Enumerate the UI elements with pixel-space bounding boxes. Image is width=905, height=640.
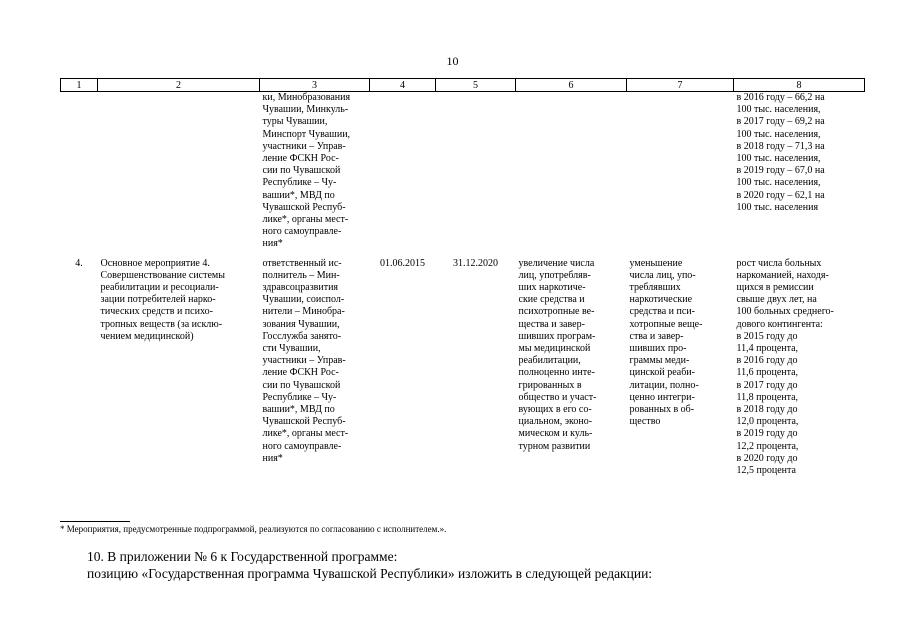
table-cell-c2 — [98, 92, 260, 251]
table-cell-c4 — [370, 92, 436, 251]
cell-text-line: тических средств и психо- — [100, 306, 213, 318]
cell-text-line: 11,4 процента, — [736, 343, 799, 355]
amendment-instruction: позицию «Государственная программа Чувашской Республики» изложить в следующей редакции: — [87, 566, 653, 581]
cell-text-line: в 2017 году до — [736, 379, 798, 391]
table-cell-c4: 01.06.2015 — [380, 257, 425, 269]
cell-text-line: Госслужба занято- — [262, 330, 342, 342]
cell-text-line: турном развитии — [518, 440, 591, 452]
cell-text-line: шивших про- — [629, 343, 687, 355]
table-cell-c3 — [260, 251, 370, 478]
cell-text-line: наркотические — [629, 294, 693, 306]
cell-text-line: зования Чувашии, — [262, 318, 340, 330]
cell-text-line: в 2016 году до — [736, 355, 798, 367]
header-cell: 4 — [370, 79, 436, 92]
cell-text-line: ление ФСКН Рос- — [262, 153, 339, 165]
table-cell-c7 — [627, 251, 734, 478]
cell-text-line: в 2019 году до — [736, 428, 798, 440]
header-cell: 6 — [516, 79, 627, 92]
cell-text-line: ские средства и — [518, 294, 585, 306]
cell-text-line: нители – Минобра- — [262, 306, 345, 318]
cell-text-line: мическом и куль- — [518, 428, 593, 440]
measures-table-container — [60, 78, 864, 477]
cell-text-line: ответственный ис- — [262, 257, 342, 269]
cell-text-line: зации потребителей нарко- — [100, 294, 216, 306]
page-number: 10 — [446, 54, 459, 68]
cell-text-line: сии по Чувашской — [262, 165, 341, 177]
cell-text-line: числа лиц, упо- — [629, 269, 696, 281]
cell-text-line: тропных веществ (за исклю- — [100, 318, 223, 330]
cell-text-line: ния* — [262, 238, 283, 250]
cell-text-line: 100 больных среднего- — [736, 306, 834, 318]
cell-text-line: лиц, употребляв- — [518, 269, 591, 281]
footnote: * Мероприятия, предусмотренные подпрограммой, реализуются по согласованию с исполнителем.». — [60, 524, 447, 534]
table-cell-c2 — [98, 251, 260, 478]
cell-text-line: увеличение числа — [518, 257, 595, 269]
cell-text-line: щихся в ремиссии — [736, 282, 814, 294]
cell-text-line: средства и пси- — [629, 306, 695, 318]
cell-text-line: щество — [629, 416, 661, 428]
cell-text-line: уменьшение — [629, 257, 683, 269]
cell-text-line: 100 тыс. населения, — [736, 177, 821, 189]
cell-text-line: дового контингента: — [736, 318, 823, 330]
cell-text-line: в 2019 году – 67,0 на — [736, 165, 825, 177]
cell-text-line: литации, полно- — [629, 379, 699, 391]
cell-text-line: 100 тыс. населения — [736, 201, 819, 213]
cell-text-line: Республике – Чу- — [262, 391, 337, 403]
table-cell-c8 — [734, 92, 865, 251]
cell-text-line: психотропные ве- — [518, 306, 595, 318]
cell-text-line: Республике – Чу- — [262, 177, 337, 189]
cell-text-line: лике*, органы мест- — [262, 214, 349, 226]
table-cell-c7 — [627, 92, 734, 251]
measures-table — [60, 78, 865, 477]
header-cell: 2 — [98, 79, 260, 92]
cell-text-line: в 2015 году до — [736, 330, 798, 342]
cell-text-line: свыше двух лет, на — [736, 294, 817, 306]
cell-text-line: в 2018 году до — [736, 404, 798, 416]
cell-text-line: ния* — [262, 452, 283, 464]
table-row — [61, 251, 865, 478]
cell-text-line: 12,2 процента, — [736, 440, 799, 452]
table-row — [61, 92, 865, 251]
cell-text-line: в 2020 году – 62,1 на — [736, 189, 825, 201]
header-row — [61, 79, 865, 92]
footnote-divider — [60, 521, 130, 522]
cell-text-line: хотропные веще- — [629, 318, 703, 330]
cell-text-line: в 2017 году – 69,2 на — [736, 116, 825, 128]
table-cell-c6 — [516, 251, 627, 478]
cell-text-line: 11,6 процента, — [736, 367, 799, 379]
cell-text-line: щества и завер- — [518, 318, 585, 330]
cell-text-line: Чувашской Респуб- — [262, 201, 346, 213]
cell-text-line: 100 тыс. населения, — [736, 153, 821, 165]
cell-text-line: рост числа больных — [736, 257, 822, 269]
header-cell: 3 — [260, 79, 370, 92]
cell-text-line: в 2016 году – 66,2 на — [736, 92, 825, 103]
cell-text-line: в 2018 году – 71,3 на — [736, 140, 825, 152]
cell-text-line: туры Чувашии, — [262, 116, 328, 128]
cell-text-line: чением медицинской) — [100, 330, 194, 342]
cell-text-line: цинской реаби- — [629, 367, 695, 379]
cell-text-line: полноценно инте- — [518, 367, 595, 379]
cell-text-line: граммы меди- — [629, 355, 690, 367]
cell-text-line: Чувашии, Минкуль- — [262, 104, 349, 116]
header-cell: 7 — [627, 79, 734, 92]
table-cell-c5: 31.12.2020 — [453, 257, 498, 269]
cell-text-line: циальном, эконо- — [518, 416, 593, 428]
header-cell: 5 — [436, 79, 516, 92]
cell-text-line: реабилитации, — [518, 355, 581, 367]
cell-text-line: здравсоцразвития — [262, 282, 339, 294]
cell-text-line: ства и завер- — [629, 330, 684, 342]
cell-text-line: лике*, органы мест- — [262, 428, 349, 440]
header-cell: 8 — [734, 79, 865, 92]
cell-text-line: 11,8 процента, — [736, 391, 799, 403]
cell-text-line: шивших програм- — [518, 330, 596, 342]
cell-text-line: 100 тыс. населения, — [736, 128, 821, 140]
table-cell-c8 — [734, 251, 865, 478]
table-cell-c1: 4. — [75, 257, 83, 269]
cell-text-line: мы медицинской — [518, 343, 591, 355]
cell-text-line: ших наркотиче- — [518, 282, 586, 294]
cell-text-line: реабилитации и ресоциали- — [100, 282, 219, 294]
cell-text-line: участники – Управ- — [262, 140, 346, 152]
cell-text-line: рованных в об- — [629, 404, 695, 416]
cell-text-line: в 2020 году до — [736, 452, 798, 464]
amendment-paragraph: 10. В приложении № 6 к Государственной программе: — [87, 549, 398, 564]
cell-text-line: вашии*, МВД по — [262, 404, 335, 416]
table-cell-c5 — [436, 92, 516, 251]
cell-text-line: ки, Минобразования — [262, 92, 351, 103]
cell-text-line: сии по Чувашской — [262, 379, 341, 391]
cell-text-line: наркоманией, находя- — [736, 269, 829, 281]
cell-text-line: сти Чувашии, — [262, 343, 321, 355]
cell-text-line: вашии*, МВД по — [262, 189, 335, 201]
cell-text-line: 12,5 процента — [736, 465, 796, 477]
cell-text-line: Минспорт Чувашии, — [262, 128, 351, 140]
cell-text-line: вующих в его со- — [518, 404, 592, 416]
cell-text-line: участники – Управ- — [262, 355, 346, 367]
table-cell-c6 — [516, 92, 627, 251]
cell-text-line: 12,0 процента, — [736, 416, 799, 428]
cell-text-line: 100 тыс. населения, — [736, 104, 821, 116]
cell-text-line: ного самоуправле- — [262, 440, 342, 452]
cell-text-line: общество и участ- — [518, 391, 597, 403]
cell-text-line: ного самоуправле- — [262, 226, 342, 238]
cell-text-line: Совершенствование системы — [100, 269, 225, 281]
cell-text-line: полнитель – Мин- — [262, 269, 340, 281]
cell-text-line: грированных в — [518, 379, 582, 391]
table-cell-c1 — [61, 92, 98, 251]
cell-text-line: треблявших — [629, 282, 681, 294]
cell-text-line: Чувашской Респуб- — [262, 416, 346, 428]
cell-text-line: ценно интегри- — [629, 391, 695, 403]
table-cell-c3 — [260, 92, 370, 251]
cell-text-line: Чувашии, соиспол- — [262, 294, 345, 306]
header-cell: 1 — [61, 79, 98, 92]
cell-text-line: ление ФСКН Рос- — [262, 367, 339, 379]
cell-text-line: Основное мероприятие 4. — [100, 257, 210, 269]
